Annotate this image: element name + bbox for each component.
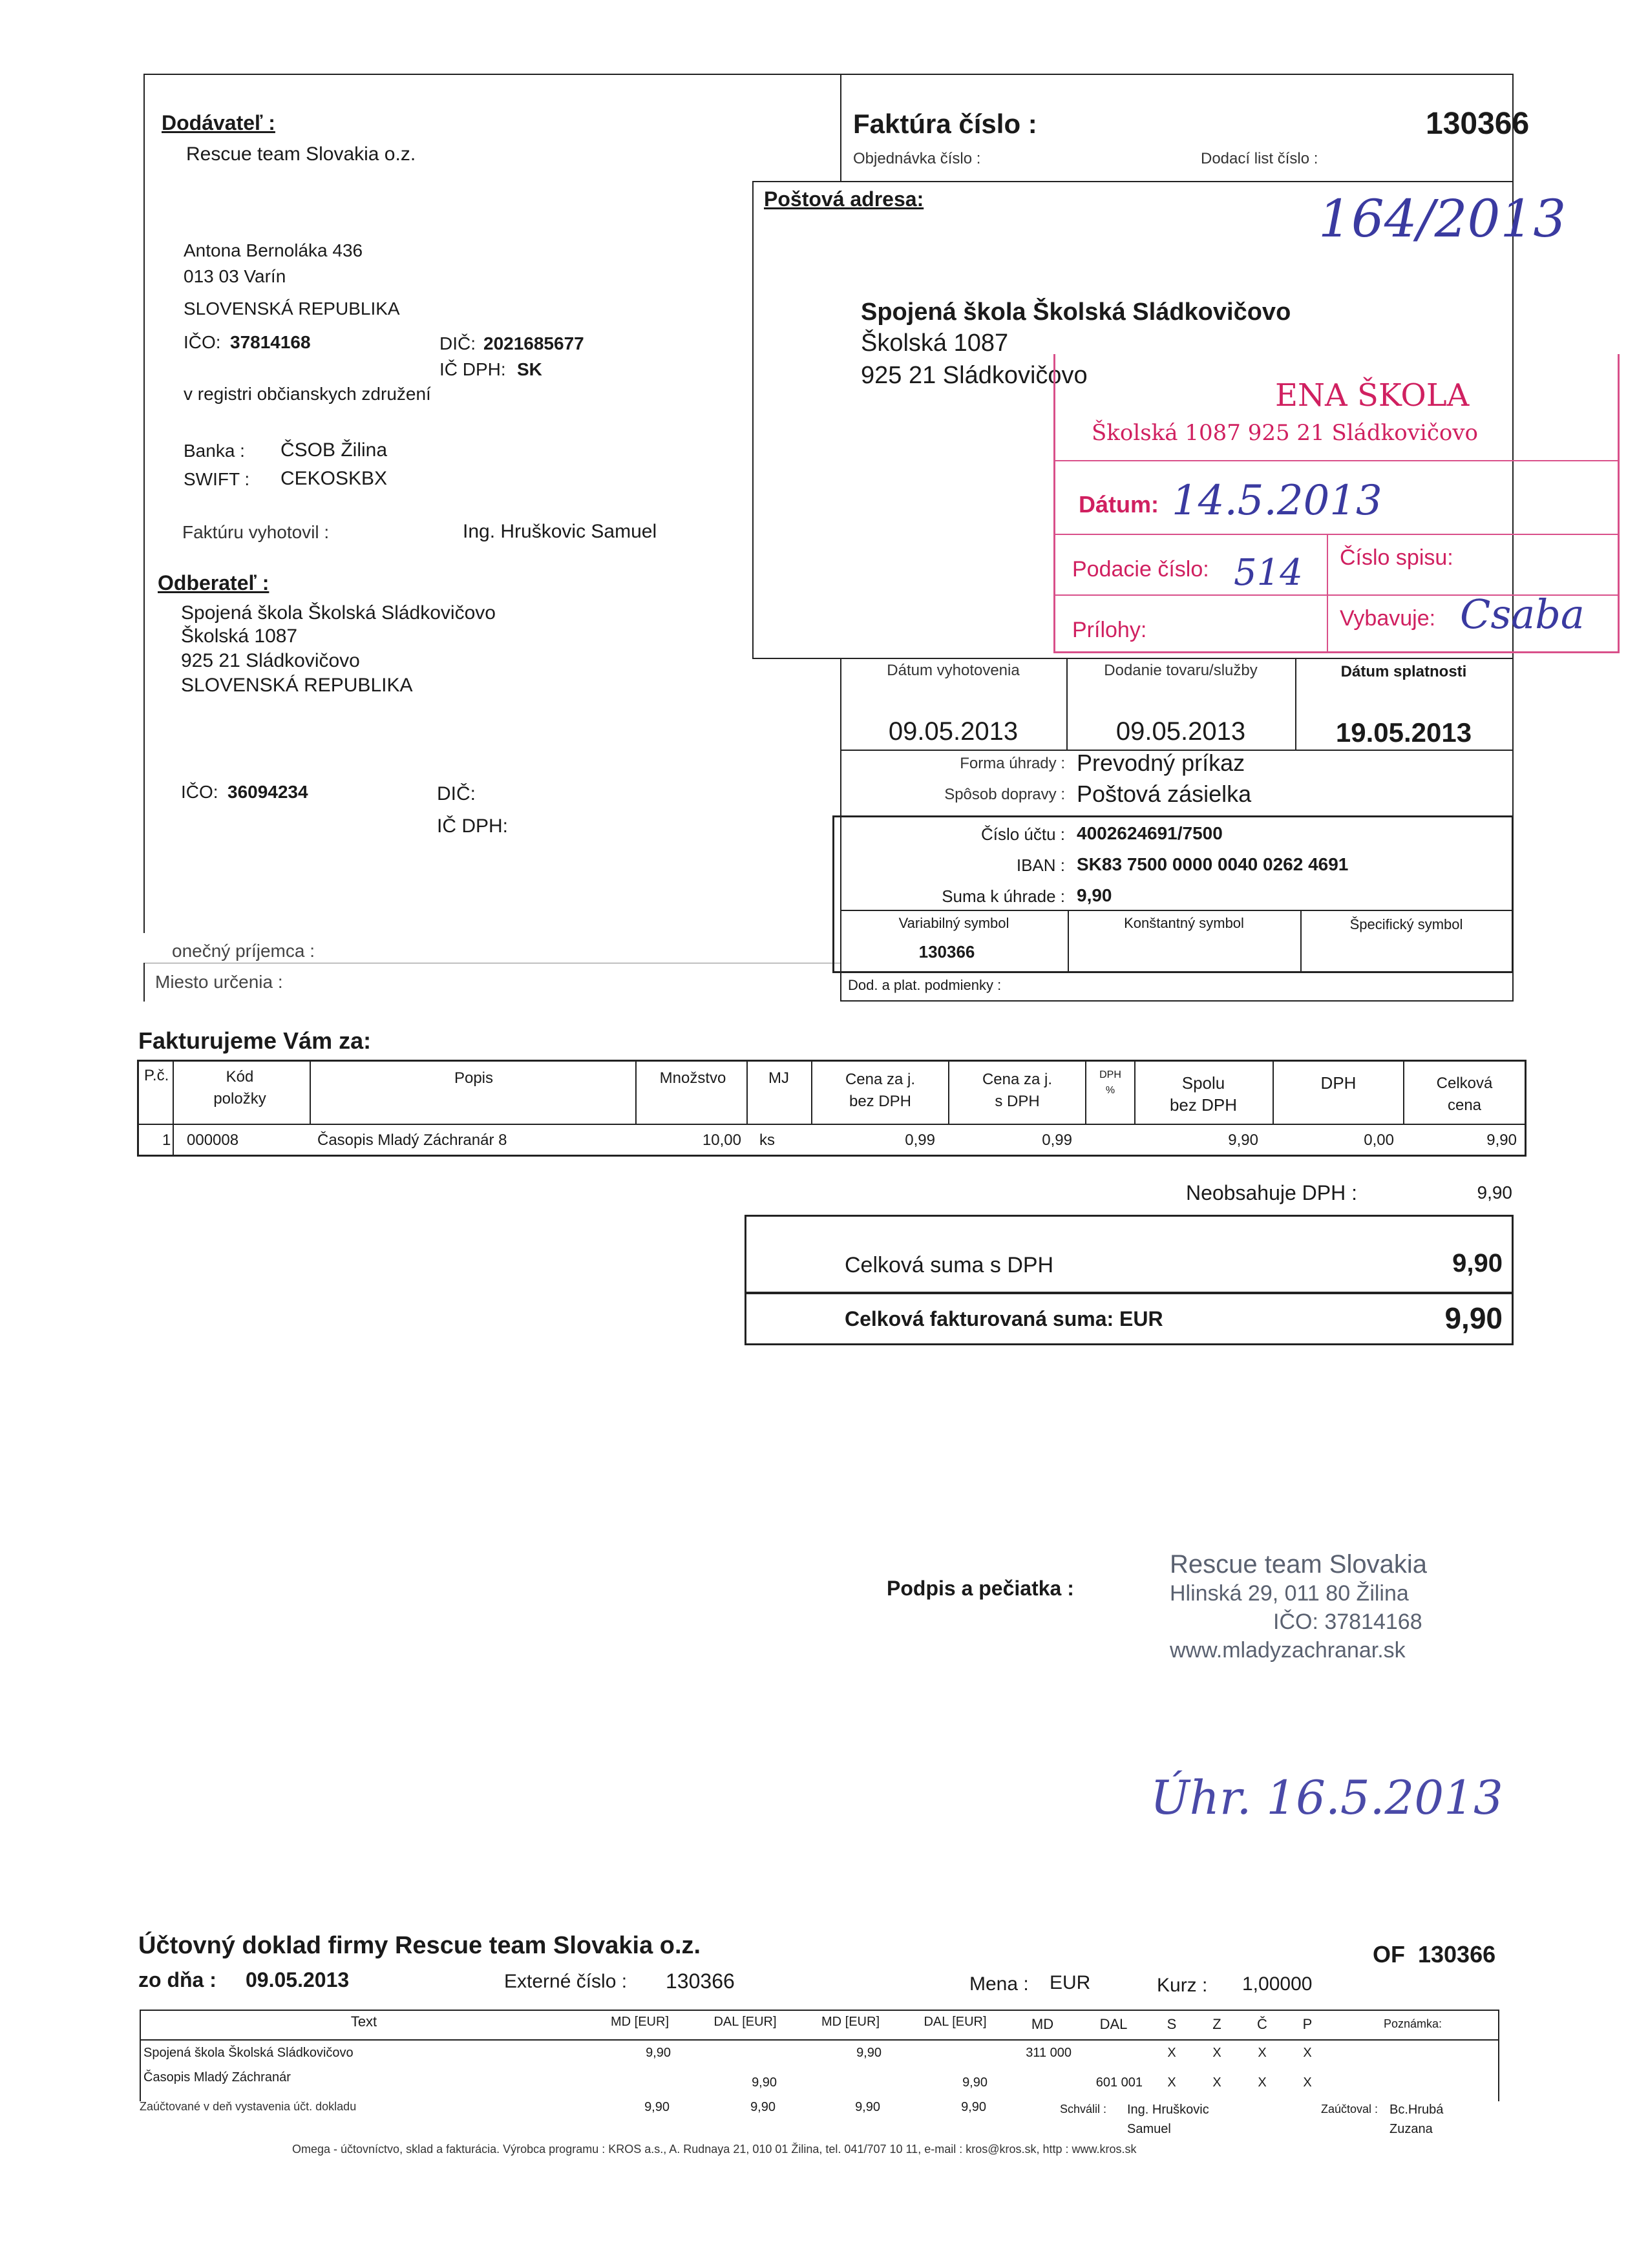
row-vat: 0,00 <box>1364 1131 1394 1149</box>
customer-dic-label: DIČ: <box>437 783 476 804</box>
delivery-date-label: Dodanie tovaru/služby <box>1104 662 1258 679</box>
postal-name: Spojená škola Školská Sládkovičovo <box>861 299 1291 326</box>
supplier-heading: Dodávateľ : <box>162 111 275 134</box>
stamp-divider-2 <box>1055 534 1618 535</box>
col-divider <box>310 1062 311 1124</box>
acc-row-s: X <box>1167 2046 1176 2060</box>
approved-by-2: Samuel <box>1127 2122 1171 2136</box>
company-stamp-line-3: IČO: 37814168 <box>1273 1610 1422 1634</box>
shipping-method: Poštová zásielka <box>1077 781 1252 807</box>
customer-ico-label: IČO: <box>181 782 218 802</box>
postal-city: 925 21 Sládkovičovo <box>861 362 1088 389</box>
symbols-top-line <box>840 910 1512 911</box>
payment-bottom-line <box>840 1000 1514 1002</box>
company-stamp-line-2: Hlinská 29, 011 80 Žilina <box>1170 1581 1409 1606</box>
amount-due-label: Suma k úhrade : <box>942 887 1065 906</box>
due-date: 19.05.2013 <box>1335 717 1472 748</box>
approved-by: Ing. Hruškovic <box>1127 2103 1209 2117</box>
handwritten-reference: 164/2013 <box>1318 189 1567 249</box>
acc-row-text: Časopis Mladý Záchranár <box>143 2070 291 2084</box>
col-code-2: položky <box>213 1090 266 1108</box>
supplier-name: Rescue team Slovakia o.z. <box>186 143 416 165</box>
posted-label: Zaúčtoval : <box>1321 2103 1379 2116</box>
stamp-file-label: Číslo spisu: <box>1340 545 1453 570</box>
col-price-in-2: s DPH <box>995 1093 1040 1110</box>
acc-row-c: X <box>1258 2046 1267 2060</box>
supplier-country: SLOVENSKÁ REPUBLIKA <box>184 299 400 319</box>
row-desc: Časopis Mladý Záchranár 8 <box>317 1131 507 1149</box>
accounting-title: Účtovný doklad firmy Rescue team Slovakia o.z. <box>138 1932 701 1959</box>
acc-row-z: X <box>1212 2046 1221 2060</box>
acc-col-c: Č <box>1257 2016 1267 2032</box>
row-price-ex: 0,99 <box>905 1131 935 1149</box>
payment-method: Prevodný príkaz <box>1077 750 1245 776</box>
col-desc: Popis <box>454 1069 494 1087</box>
stamp-att-label: Prílohy: <box>1072 618 1147 642</box>
acc-footer-md-2: 9,90 <box>855 2100 880 2114</box>
acc-row-c: X <box>1258 2075 1267 2090</box>
acc-row-dal-account: 601 001 <box>1095 2075 1143 2090</box>
col-unit: MJ <box>768 1069 789 1087</box>
col-divider <box>1273 1062 1274 1124</box>
top-frame-line <box>143 74 1514 75</box>
external-number: 130366 <box>666 1969 735 1993</box>
customer-name: Spojená škola Školská Sládkovičovo <box>181 602 496 624</box>
supplier-ico: 37814168 <box>230 332 311 352</box>
row-price-in: 0,99 <box>1042 1131 1072 1149</box>
acc-col-s: S <box>1167 2016 1177 2032</box>
ks-label: Konštantný symbol <box>1124 915 1244 931</box>
stamp-reg-label: Podacie číslo: <box>1072 557 1209 582</box>
ss-label: Špecifický symbol <box>1349 916 1463 932</box>
supplier-dic: 2021685677 <box>483 333 584 353</box>
stamp-divider <box>1055 460 1618 461</box>
delivery-note-label: Dodací list číslo : <box>1201 150 1318 167</box>
totals-box <box>745 1215 1514 1345</box>
order-label: Objednávka číslo : <box>853 150 981 167</box>
col-total-2: cena <box>1447 1097 1482 1114</box>
acc-row-z: X <box>1212 2075 1221 2090</box>
vs-label: Variabilný symbol <box>898 915 1009 931</box>
postal-street: Školská 1087 <box>861 330 1009 357</box>
terms-label: Dod. a plat. podmienky : <box>848 977 1002 993</box>
stamp-date-value: 14.5.2013 <box>1172 477 1382 525</box>
posted-by-2: Zuzana <box>1389 2122 1433 2136</box>
approved-label: Schválil : <box>1060 2103 1107 2116</box>
rate-label: Kurz : <box>1157 1975 1208 1996</box>
with-vat-value: 9,90 <box>1452 1249 1503 1277</box>
stamp-line-2: Školská 1087 925 21 Sládkovičovo <box>1092 420 1479 446</box>
stamp-handled-value: Csaba <box>1460 591 1585 638</box>
acc-row-text: Spojená škola Školská Sládkovičovo <box>143 2046 354 2060</box>
customer-ico: 36094234 <box>227 782 308 802</box>
issue-date: 09.05.2013 <box>888 717 1019 746</box>
supplier-icdph: SK <box>517 359 542 379</box>
currency-label: Mena : <box>969 1973 1029 1995</box>
col-code-1: Kód <box>226 1068 254 1086</box>
acc-col-dal: DAL [EUR] <box>713 2015 777 2029</box>
supplier-dic-label: DIČ: <box>439 333 476 353</box>
items-table[interactable] <box>137 1060 1527 1157</box>
payment-method-label: Forma úhrady : <box>960 755 1065 772</box>
supplier-ico-label: IČO: <box>184 332 221 352</box>
accounting-date-label: zo dňa : <box>138 1968 217 1991</box>
iban-label: IBAN : <box>1016 856 1065 875</box>
col-total-1: Celková <box>1436 1075 1493 1092</box>
col-price-in-1: Cena za j. <box>982 1071 1053 1088</box>
acc-row-p: X <box>1303 2046 1312 2060</box>
acc-col-z: Z <box>1212 2016 1221 2032</box>
signature-label: Podpis a pečiatka : <box>887 1577 1074 1600</box>
company-stamp <box>1170 1549 1493 1664</box>
supplier-city: 013 03 Varín <box>184 266 286 286</box>
acc-row-md-2: 9,90 <box>856 2046 882 2060</box>
acc-col-text: Text <box>350 2013 377 2030</box>
stamp-reg-value: 514 <box>1234 552 1303 594</box>
acc-row-md: 9,90 <box>646 2046 671 2060</box>
col-divider <box>811 1062 812 1124</box>
col-total-ex-2: bez DPH <box>1169 1095 1238 1115</box>
col-divider <box>948 1062 949 1124</box>
issued-by: Ing. Hruškovic Samuel <box>463 521 657 542</box>
invoiced-value: 9,90 <box>1444 1301 1503 1335</box>
row-total-ex: 9,90 <box>1228 1131 1258 1149</box>
supplier-register: v registri občianskych združení <box>184 384 431 404</box>
external-number-label: Externé číslo : <box>504 1971 628 1992</box>
shipping-label: Spôsob dopravy : <box>944 786 1065 803</box>
account-label: Číslo účtu : <box>980 824 1065 844</box>
acc-col-dal-account: DAL <box>1099 2016 1128 2032</box>
handwritten-payment-note: Úhr. 16.5.2013 <box>1150 1770 1503 1825</box>
with-vat-label: Celková suma s DPH <box>845 1253 1054 1277</box>
table-row[interactable] <box>139 1126 1525 1155</box>
left-frame-line <box>143 74 145 933</box>
acc-footer-md: 9,90 <box>644 2100 670 2114</box>
accounting-doc-number: OF 130366 <box>1373 1941 1496 1968</box>
company-stamp-line-4: www.mladyzachranar.sk <box>1170 1638 1406 1663</box>
supplier-icdph-label: IČ DPH: <box>439 359 506 379</box>
stamp-handled-label: Vybavuje: <box>1340 606 1436 631</box>
items-header-row <box>139 1062 1525 1125</box>
posted-by: Bc.Hrubá <box>1389 2103 1444 2117</box>
stamp-vertical-divider <box>1327 535 1328 651</box>
supplier-divider <box>840 74 841 181</box>
currency: EUR <box>1050 1972 1091 1993</box>
col-vat: DPH <box>1320 1073 1357 1093</box>
customer-country: SLOVENSKÁ REPUBLIKA <box>181 675 413 696</box>
acc-col-p: P <box>1302 2016 1313 2032</box>
invoice-title: Faktúra číslo : <box>853 109 1037 139</box>
acc-row-dal: 9,90 <box>752 2075 777 2090</box>
supplier-swift: CEKOSKBX <box>280 468 388 489</box>
customer-city: 925 21 Sládkovičovo <box>181 650 360 671</box>
accounting-table[interactable] <box>140 2010 1499 2101</box>
supplier-bank-label: Banka : <box>184 441 245 461</box>
amount-due: 9,90 <box>1077 885 1112 905</box>
col-divider <box>746 1062 748 1124</box>
col-price-ex-1: Cena za j. <box>845 1071 916 1088</box>
col-divider <box>635 1062 637 1124</box>
customer-icdph-label: IČ DPH: <box>437 815 509 837</box>
issue-date-label: Dátum vyhotovenia <box>887 662 1020 679</box>
invoiced-label: Celková fakturovaná suma: EUR <box>845 1307 1163 1330</box>
totals-divider <box>746 1292 1512 1294</box>
col-vat-pct-1: DPH <box>1099 1069 1121 1080</box>
vs-value: 130366 <box>918 942 975 961</box>
col-qty: Množstvo <box>659 1069 726 1087</box>
acc-row-dal-2: 9,90 <box>962 2075 988 2090</box>
acc-col-md-account: MD <box>1031 2016 1054 2032</box>
issued-by-label: Faktúru vyhotovil : <box>182 522 330 542</box>
supplier-street: Antona Bernoláka 436 <box>184 240 363 260</box>
col-vat-pct-2: % <box>1105 1085 1115 1096</box>
acc-col-dal-2: DAL [EUR] <box>924 2015 987 2029</box>
acc-footer-dal-2: 9,90 <box>961 2100 986 2114</box>
acc-col-md-2: MD [EUR] <box>821 2015 880 2029</box>
row-qty: 10,00 <box>702 1131 741 1149</box>
registry-stamp <box>1053 354 1620 653</box>
delivery-date: 09.05.2013 <box>1115 717 1246 746</box>
customer-heading: Odberateľ : <box>158 571 269 594</box>
col-pc: P.č. <box>144 1067 169 1084</box>
table-row[interactable] <box>141 2041 1498 2066</box>
novat-label: Neobsahuje DPH : <box>1185 1181 1357 1204</box>
postal-heading: Poštová adresa: <box>764 187 924 211</box>
row-code: 000008 <box>187 1131 239 1149</box>
acc-col-note: Poznámka: <box>1383 2017 1442 2030</box>
row-total: 9,90 <box>1486 1131 1517 1149</box>
acc-row-s: X <box>1167 2075 1176 2090</box>
iban: SK83 7500 0000 0040 0262 4691 <box>1077 854 1349 874</box>
supplier-bank: ČSOB Žilina <box>280 439 388 461</box>
row-unit: ks <box>759 1131 775 1149</box>
supplier-swift-label: SWIFT : <box>184 469 250 489</box>
table-row[interactable] <box>141 2066 1498 2096</box>
col-divider <box>1134 1062 1136 1124</box>
stamp-line-1: ENA ŠKOLA <box>1275 377 1470 414</box>
final-recipient-label: onečný príjemca : <box>172 941 315 961</box>
row-pc: 1 <box>162 1131 171 1149</box>
acc-col-md: MD [EUR] <box>611 2015 669 2029</box>
col-divider <box>1085 1062 1086 1124</box>
stamp-date-label: Dátum: <box>1079 491 1159 518</box>
acc-footer-dal: 9,90 <box>750 2100 776 2114</box>
rate: 1,00000 <box>1242 1973 1313 1995</box>
acc-footer-text: Zaúčtované v deň vystavenia účt. dokladu <box>140 2100 357 2113</box>
acc-row-p: X <box>1303 2075 1312 2090</box>
destination-left-line <box>143 963 145 1002</box>
acc-row-md-account: 311 000 <box>1026 2046 1072 2060</box>
software-footer: Omega - účtovníctvo, sklad a fakturácia. Výrobca programu : KROS a.s., A. Rudnaya 21, 010 01 Žilina, tel. 041/707 10 11, e-mail : kros@kros.sk, http : www.kros.sk <box>292 2143 1137 2156</box>
col-total-ex-1: Spolu <box>1181 1073 1225 1093</box>
accounting-date: 09.05.2013 <box>246 1968 350 1991</box>
customer-street: Školská 1087 <box>181 625 298 647</box>
novat-value: 9,90 <box>1477 1182 1512 1202</box>
account-number: 4002624691/7500 <box>1077 823 1223 843</box>
invoice-number: 130366 <box>1426 107 1530 141</box>
company-stamp-line-1: Rescue team Slovakia <box>1170 1550 1427 1579</box>
destination-label: Miesto určenia : <box>155 972 283 992</box>
items-heading: Fakturujeme Vám za: <box>138 1027 372 1054</box>
col-divider <box>1403 1062 1404 1124</box>
col-price-ex-2: bez DPH <box>849 1093 912 1110</box>
due-date-label: Dátum splatnosti <box>1340 663 1467 680</box>
